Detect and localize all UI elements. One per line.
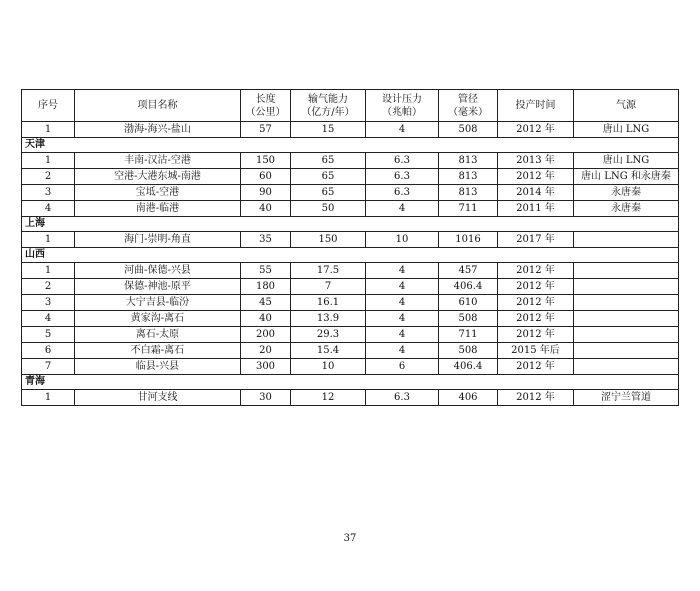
region-row [22,138,679,153]
length-cell: 40 [241,311,291,327]
project-name-cell: 空港-大港东城-南港 [75,169,241,185]
length-cell: 40 [241,201,291,217]
gas-source-cell [574,232,679,248]
region-row [22,217,679,232]
length-cell: 90 [241,185,291,201]
start-date-cell: 2014 年 [498,185,574,201]
pressure-cell: 4 [366,327,439,343]
project-name-cell: 大宁吉县-临汾 [75,295,241,311]
project-name-cell: 河曲-保德-兴县 [75,263,241,279]
gas-source-cell: 永唐秦 [574,185,679,201]
project-name-cell: 保德-神池-原平 [75,279,241,295]
gas-source-cell: 唐山 LNG 和永唐秦 [574,169,679,185]
start-date-cell: 2012 年 [498,311,574,327]
length-cell: 180 [241,279,291,295]
table-row [22,185,679,201]
length-cell: 55 [241,263,291,279]
pressure-cell: 6.3 [366,185,439,201]
table-header-row [22,90,679,122]
index-cell: 1 [22,122,75,138]
gas-source-cell: 唐山 LNG [574,153,679,169]
start-date-cell: 2012 年 [498,263,574,279]
diameter-cell: 406.4 [439,359,498,375]
header-length: 长度 （公里） [241,90,291,122]
start-date-cell: 2012 年 [498,169,574,185]
pressure-cell: 4 [366,122,439,138]
header-project-name: 项目名称 [75,90,241,122]
capacity-cell: 13.9 [291,311,366,327]
header-diameter: 管径 （毫米） [439,90,498,122]
gas-source-cell [574,327,679,343]
gas-source-cell: 涩宁兰管道 [574,390,679,406]
capacity-cell: 15.4 [291,343,366,359]
length-cell: 45 [241,295,291,311]
start-date-cell: 2012 年 [498,327,574,343]
region-label: 上海 [22,217,679,232]
pressure-cell: 4 [366,279,439,295]
table-row [22,359,679,375]
diameter-cell: 813 [439,153,498,169]
index-cell: 4 [22,201,75,217]
table-row [22,153,679,169]
length-cell: 300 [241,359,291,375]
length-cell: 57 [241,122,291,138]
project-name-cell: 渤海-海兴-盐山 [75,122,241,138]
project-name-cell: 甘河支线 [75,390,241,406]
index-cell: 4 [22,311,75,327]
capacity-cell: 65 [291,169,366,185]
project-name-cell: 不白霜-离石 [75,343,241,359]
pressure-cell: 6.3 [366,169,439,185]
pipeline-table [21,89,679,406]
pressure-cell: 4 [366,343,439,359]
pressure-cell: 6.3 [366,390,439,406]
header-capacity: 输气能力 （亿方/年） [291,90,366,122]
gas-source-cell: 永唐秦 [574,201,679,217]
capacity-cell: 7 [291,279,366,295]
diameter-cell: 813 [439,169,498,185]
region-label: 山西 [22,248,679,263]
gas-source-cell [574,295,679,311]
table-row [22,279,679,295]
index-cell: 3 [22,185,75,201]
gas-source-cell [574,311,679,327]
page-number: 37 [343,533,357,544]
project-name-cell: 离石-太原 [75,327,241,343]
project-name-cell: 临县-兴县 [75,359,241,375]
table-row [22,169,679,185]
table-row [22,201,679,217]
pressure-cell: 4 [366,295,439,311]
header-index: 序号 [22,90,75,122]
index-cell: 1 [22,232,75,248]
length-cell: 60 [241,169,291,185]
index-cell: 5 [22,327,75,343]
index-cell: 1 [22,263,75,279]
index-cell: 6 [22,343,75,359]
start-date-cell: 2012 年 [498,359,574,375]
capacity-cell: 17.5 [291,263,366,279]
diameter-cell: 813 [439,185,498,201]
project-name-cell: 宝坻-空港 [75,185,241,201]
pressure-cell: 4 [366,201,439,217]
length-cell: 35 [241,232,291,248]
start-date-cell: 2015 年后 [498,343,574,359]
capacity-cell: 10 [291,359,366,375]
index-cell: 1 [22,153,75,169]
start-date-cell: 2012 年 [498,279,574,295]
diameter-cell: 711 [439,327,498,343]
gas-source-cell: 唐山 LNG [574,122,679,138]
table-row [22,232,679,248]
index-cell: 2 [22,169,75,185]
diameter-cell: 711 [439,201,498,217]
diameter-cell: 1016 [439,232,498,248]
capacity-cell: 16.1 [291,295,366,311]
header-start-date: 投产时间 [498,90,574,122]
length-cell: 150 [241,153,291,169]
region-row [22,248,679,263]
capacity-cell: 65 [291,153,366,169]
table-row [22,122,679,138]
table-row [22,390,679,406]
table-row [22,263,679,279]
pressure-cell: 6 [366,359,439,375]
table-row [22,311,679,327]
length-cell: 30 [241,390,291,406]
start-date-cell: 2012 年 [498,122,574,138]
capacity-cell: 150 [291,232,366,248]
diameter-cell: 406 [439,390,498,406]
index-cell: 7 [22,359,75,375]
pressure-cell: 6.3 [366,153,439,169]
header-gas-source: 气源 [574,90,679,122]
gas-source-cell [574,263,679,279]
capacity-cell: 15 [291,122,366,138]
diameter-cell: 457 [439,263,498,279]
diameter-cell: 406.4 [439,279,498,295]
table-row [22,295,679,311]
diameter-cell: 508 [439,343,498,359]
gas-source-cell [574,343,679,359]
table-row [22,343,679,359]
start-date-cell: 2012 年 [498,295,574,311]
capacity-cell: 50 [291,201,366,217]
index-cell: 2 [22,279,75,295]
diameter-cell: 508 [439,311,498,327]
gas-source-cell [574,359,679,375]
pressure-cell: 10 [366,232,439,248]
diameter-cell: 610 [439,295,498,311]
header-pressure: 设计压力 （兆帕） [366,90,439,122]
project-name-cell: 丰南-汉沽-空港 [75,153,241,169]
diameter-cell: 508 [439,122,498,138]
table-row [22,327,679,343]
start-date-cell: 2012 年 [498,390,574,406]
length-cell: 200 [241,327,291,343]
index-cell: 1 [22,390,75,406]
start-date-cell: 2011 年 [498,201,574,217]
index-cell: 3 [22,295,75,311]
capacity-cell: 12 [291,390,366,406]
project-name-cell: 海门-崇明-角直 [75,232,241,248]
pressure-cell: 4 [366,311,439,327]
project-name-cell: 黄家沟-离石 [75,311,241,327]
gas-source-cell [574,279,679,295]
start-date-cell: 2017 年 [498,232,574,248]
length-cell: 20 [241,343,291,359]
region-row [22,375,679,390]
capacity-cell: 29.3 [291,327,366,343]
project-name-cell: 南港-临港 [75,201,241,217]
region-label: 青海 [22,375,679,390]
capacity-cell: 65 [291,185,366,201]
start-date-cell: 2013 年 [498,153,574,169]
pressure-cell: 4 [366,263,439,279]
region-label: 天津 [22,138,679,153]
